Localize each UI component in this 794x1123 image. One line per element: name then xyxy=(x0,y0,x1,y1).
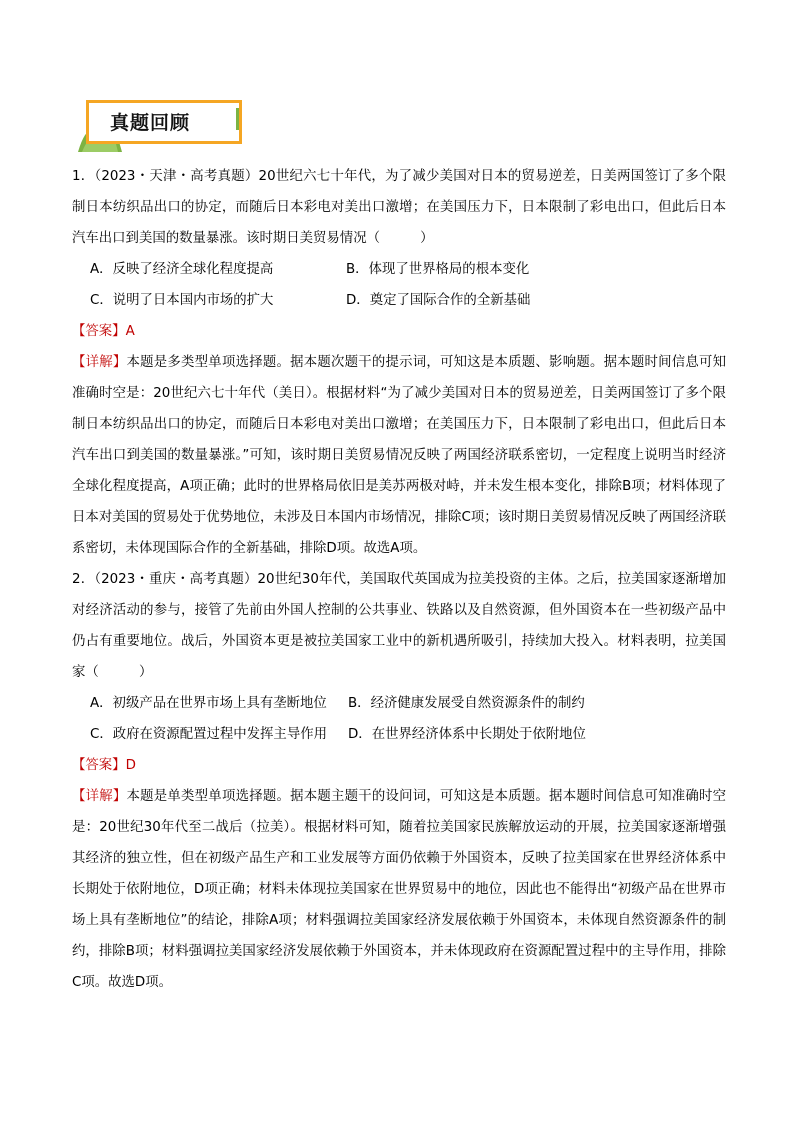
option-d: D．在世界经济体系中长期处于依附地位 xyxy=(348,727,586,742)
answer-line xyxy=(72,750,726,781)
option-c: C．政府在资源配置过程中发挥主导作用 xyxy=(90,727,327,742)
question-2 xyxy=(72,564,726,998)
detail-tag: 【详解】 xyxy=(72,355,127,370)
question-stem: 1．（2023・天津・高考真题）20世纪六七十年代，为了减少美国对日本的贸易逆差，日美两国签订了多个限制日本纺织品出口的协定，而随后日本彩电对美出口激增；在美国压力下，日本限制了彩电出口，但此后日本汽车出口到美国的数量暴涨。该时期日美贸易情况（ ） xyxy=(72,169,726,246)
detail-text: 本题是单类型单项选择题。据本题主题干的设问词，可知这是本质题。据本题时间信息可知准确时空是：20世纪30年代至二战后（拉美）。根据材料可知，随着拉美国家民族解放运动的开展，拉美国家逐渐增强其经济的独立性，但在初级产品生产和工业发展等方面仍依赖于外国资本，反映了拉美国家在世界经济体系中长期处于依附地位，D项正确；材料未体现拉美国家在世界贸易中的地位，因此也不能得出“初级产品在世界市场上具有垄断地位”的结论，排除A项；材料强调拉美国家经济发展依赖于外国资本，未体现自然资源条件的制约，排除B项；材料强调拉美国家经济发展依赖于外国资本，并未体现政府在资源配置过程中的主导作用，排除C项。故选D项。 xyxy=(72,789,727,990)
options-row xyxy=(72,688,726,719)
option-b: B．经济健康发展受自然资源条件的制约 xyxy=(348,696,585,711)
accent-mark-icon xyxy=(236,108,240,130)
option-c: C．说明了日本国内市场的扩大 xyxy=(90,293,274,308)
answer-line xyxy=(72,316,726,347)
options-row xyxy=(72,285,726,316)
answer-value: D xyxy=(125,758,136,773)
option-b: B．体现了世界格局的根本变化 xyxy=(346,262,530,277)
answer-value: A xyxy=(125,324,135,339)
option-a: A．初级产品在世界市场上具有垄断地位 xyxy=(90,696,327,711)
question-1 xyxy=(72,161,726,564)
option-d: D．奠定了国际合作的全新基础 xyxy=(346,293,531,308)
answer-tag: 【答案】 xyxy=(72,324,126,339)
detail-paragraph xyxy=(72,347,726,564)
question-list xyxy=(72,161,726,998)
detail-tag: 【详解】 xyxy=(72,789,127,804)
options-row xyxy=(72,254,726,285)
detail-text: 本题是多类型单项选择题。据本题次题干的提示词，可知这是本质题、影响题。据本题时间信息可知准确时空是：20世纪六七十年代（美日）。根据材料“为了减少美国对日本的贸易逆差，日美两国签订了多个限制日本纺织品出口的协定，而随后日本彩电对美出口激增；在美国压力下，日本限制了彩电出口，但此后日本汽车出口到美国的数量暴涨。”可知，该时期日美贸易情况反映了两国经济联系密切，一定程度上说明当时经济全球化程度提高，A项正确；此时的世界格局依旧是美苏两极对峙，并未发生根本变化，排除B项；材料体现了日本对美国的贸易处于优势地位，未涉及日本国内市场情况，排除C项；该时期日美贸易情况反映了两国经济联系密切，未体现国际合作的全新基础，排除D项。故选A项。 xyxy=(72,355,727,556)
detail-paragraph xyxy=(72,781,726,998)
options-row xyxy=(72,719,726,750)
section-header-badge xyxy=(78,100,246,152)
question-stem: 2．（2023・重庆・高考真题）20世纪30年代，美国取代英国成为拉美投资的主体。之后，拉美国家逐渐增加对经济活动的参与，接管了先前由外国人控制的公共事业、铁路以及自然资源，但外国资本在一些初级产品中仍占有重要地位。战后，外国资本更是被拉美国家工业中的新机遇所吸引，持续加大投入。材料表明，拉美国家（ ） xyxy=(72,572,726,680)
option-a: A．反映了经济全球化程度提高 xyxy=(90,262,274,277)
section-title: 真题回顾 xyxy=(110,112,191,134)
answer-tag: 【答案】 xyxy=(72,758,126,773)
